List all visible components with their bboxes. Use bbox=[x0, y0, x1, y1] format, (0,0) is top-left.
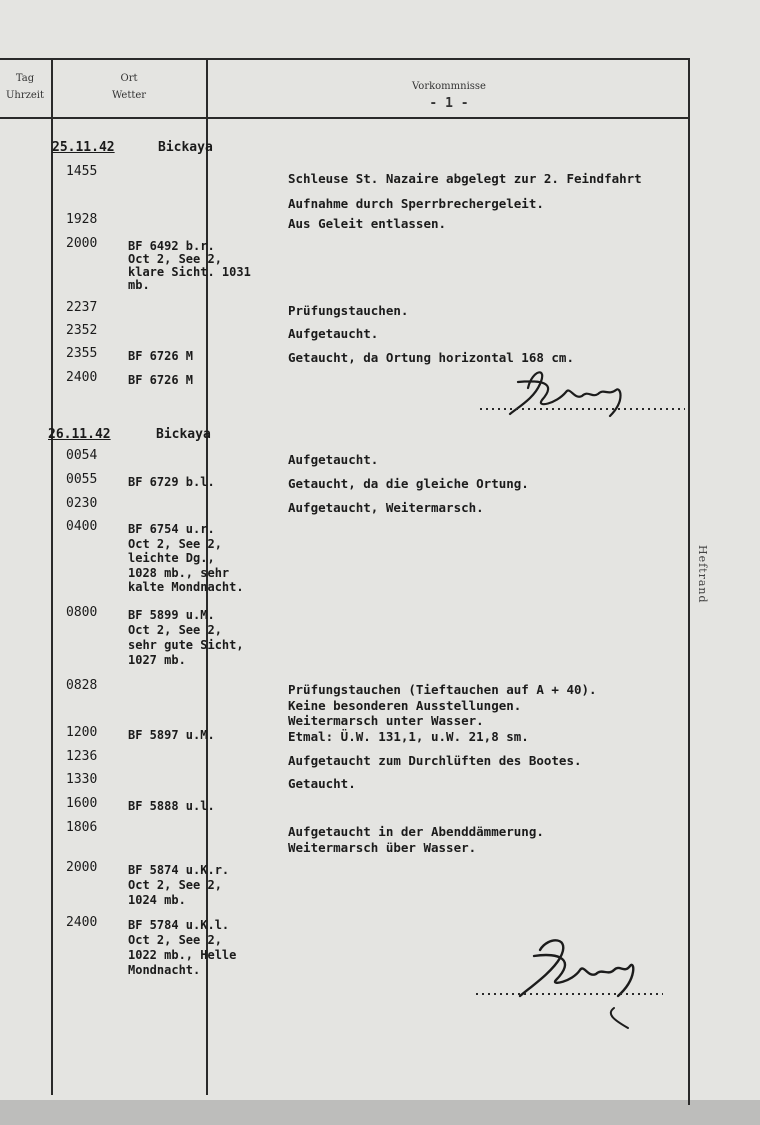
entry-event: Etmal: Ü.W. 131,1, u.W. 21,8 sm. bbox=[288, 729, 529, 744]
entry-time: 0800 bbox=[66, 605, 98, 620]
entry-time: 2400 bbox=[66, 370, 98, 385]
entry-event: Aufgetaucht, Weitermarsch. bbox=[288, 500, 484, 515]
entry-event: Aufgetaucht. bbox=[288, 326, 379, 341]
signature bbox=[470, 360, 690, 430]
signature bbox=[468, 930, 678, 1040]
entry-time: 0055 bbox=[66, 472, 98, 487]
col-divider-1 bbox=[51, 60, 53, 1095]
entry-time: 0054 bbox=[66, 448, 98, 463]
entry-weather: BF 5899 u.M. Oct 2, See 2, sehr gute Sicht, 1027 mb. bbox=[128, 608, 244, 667]
entry-event: Aufgetaucht. bbox=[288, 452, 379, 467]
page-shadow bbox=[0, 1100, 760, 1125]
entry-weather: BF 5874 u.K.r. Oct 2, See 2, 1024 mb. bbox=[128, 863, 230, 907]
entry-weather: BF 5897 u.M. bbox=[128, 728, 215, 742]
entry-time: 2400 bbox=[66, 915, 98, 930]
entry-event: Aufgetaucht in der Abenddämmerung. Weitermarsch über Wasser. bbox=[288, 824, 544, 855]
entry-time: 1330 bbox=[66, 772, 98, 787]
entry-time: 0230 bbox=[66, 496, 98, 511]
entry-time: 0400 bbox=[66, 519, 98, 534]
entry-time: 2237 bbox=[66, 300, 98, 315]
entry-time: 1455 bbox=[66, 164, 98, 179]
entry-time: 2000 bbox=[66, 236, 98, 251]
entry-event: Getaucht, da Ortung horizontal 168 cm. bbox=[288, 350, 574, 365]
entry-weather: BF 6492 b.r. Oct 2, See 2, klare Sicht. 1031 mb. bbox=[128, 239, 251, 292]
margin-label: Heftrand bbox=[696, 545, 709, 604]
header-rule bbox=[0, 117, 690, 119]
header-day-time: Tag Uhrzeit bbox=[5, 73, 45, 101]
entry-time: 1806 bbox=[66, 820, 98, 835]
entry-event: Aufgetaucht zum Durchlüften des Bootes. bbox=[288, 753, 582, 768]
entry-event: Prüfungstauchen (Tieftauchen auf A + 40). Keine besonderen Ausstellungen. Weitermarsch unter Wasser. bbox=[288, 682, 597, 728]
day-date: 25.11.42 bbox=[52, 140, 115, 155]
page-number: - 1 - bbox=[429, 96, 469, 111]
day-location: Bickaya bbox=[156, 427, 211, 442]
entry-event: Getaucht, da die gleiche Ortung. bbox=[288, 476, 529, 491]
col-divider-3 bbox=[688, 60, 690, 1105]
entry-time: 2000 bbox=[66, 860, 98, 875]
entry-time: 1600 bbox=[66, 796, 98, 811]
entry-time: 1200 bbox=[66, 725, 98, 740]
entry-time: 2352 bbox=[66, 323, 98, 338]
entry-weather: BF 6726 M bbox=[128, 373, 194, 387]
entry-event: Schleuse St. Nazaire abgelegt zur 2. Feindfahrt Aufnahme durch Sperrbrechergeleit. bbox=[288, 171, 642, 211]
entry-weather: BF 6754 u.r. Oct 2, See 2, leichte Dg., 1028 mb., sehr kalte Mondnacht. bbox=[128, 522, 244, 594]
entry-weather: BF 5888 u.l. bbox=[128, 799, 215, 813]
entry-weather: BF 6726 M bbox=[128, 349, 194, 363]
entry-time: 1236 bbox=[66, 749, 98, 764]
entry-event: Aus Geleit entlassen. bbox=[288, 216, 447, 231]
entry-event: Getaucht. bbox=[288, 776, 356, 791]
entry-weather: BF 5784 u.K.l. Oct 2, See 2, 1022 mb., Helle Mondnacht. bbox=[128, 918, 237, 977]
top-rule bbox=[0, 58, 690, 60]
entry-time: 0828 bbox=[66, 678, 98, 693]
day-location: Bickaya bbox=[158, 140, 213, 155]
day-date: 26.11.42 bbox=[48, 427, 111, 442]
entry-time: 2355 bbox=[66, 346, 98, 361]
header-place-weather: Ort Wetter bbox=[111, 73, 147, 101]
entry-time: 1928 bbox=[66, 212, 98, 227]
entry-event: Prüfungstauchen. bbox=[288, 303, 409, 318]
entry-weather: BF 6729 b.l. bbox=[128, 475, 215, 489]
header-events: Vorkommnisse - 1 - bbox=[210, 78, 688, 112]
